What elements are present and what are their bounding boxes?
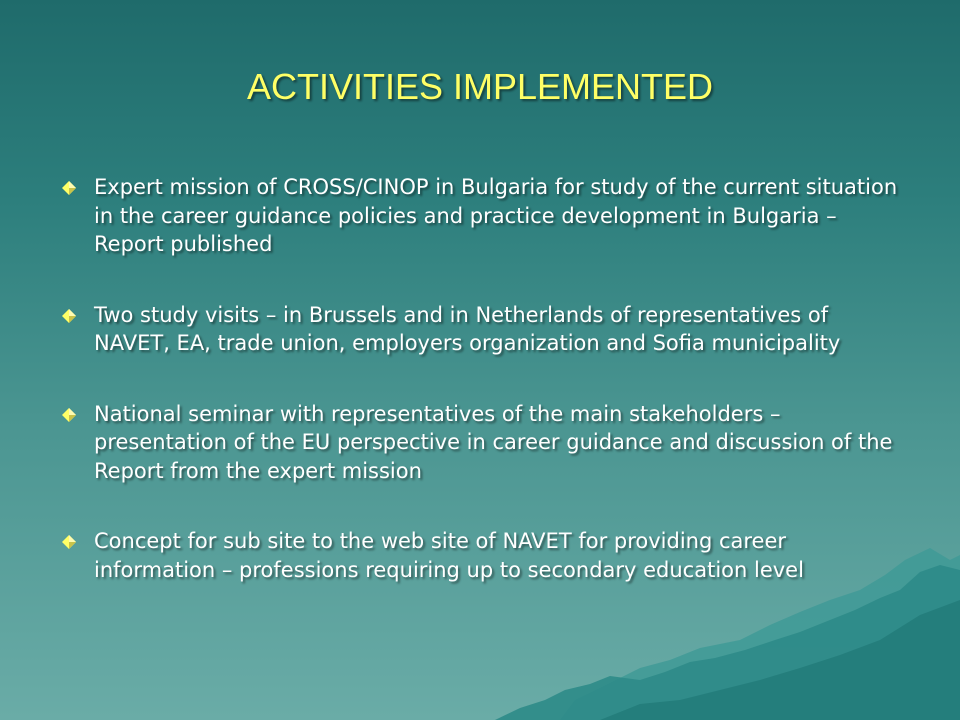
bullet-text: Expert mission of CROSS/CINOP in Bulgaria for study of the current situation in the career guidance policies and practice development in Bulgaria – Report published <box>94 175 898 256</box>
bullet-item <box>60 527 910 584</box>
bullet-text: Two study visits – in Brussels and in Netherlands of representatives of NAVET, EA, trade union, employers organization and Sofia municipality <box>94 302 841 355</box>
slide-title: ACTIVITIES IMPLEMENTED <box>246 66 714 107</box>
bullet-item <box>60 400 910 486</box>
bullet-item <box>60 301 910 358</box>
bullet-text: Concept for sub site to the web site of NAVET for providing career information – professions requiring up to secondary education level <box>94 529 804 582</box>
diamond-bullet-icon <box>62 408 76 422</box>
bullet-text: National seminar with representatives of the main stakeholders – presentation of the EU perspective in career guidance and discussion of the Report from the expert mission <box>94 401 893 483</box>
bullet-list <box>60 173 910 626</box>
diamond-bullet-icon <box>62 309 76 323</box>
diamond-bullet-icon <box>62 181 76 195</box>
diamond-bullet-icon <box>62 535 76 549</box>
bullet-item <box>60 173 910 259</box>
